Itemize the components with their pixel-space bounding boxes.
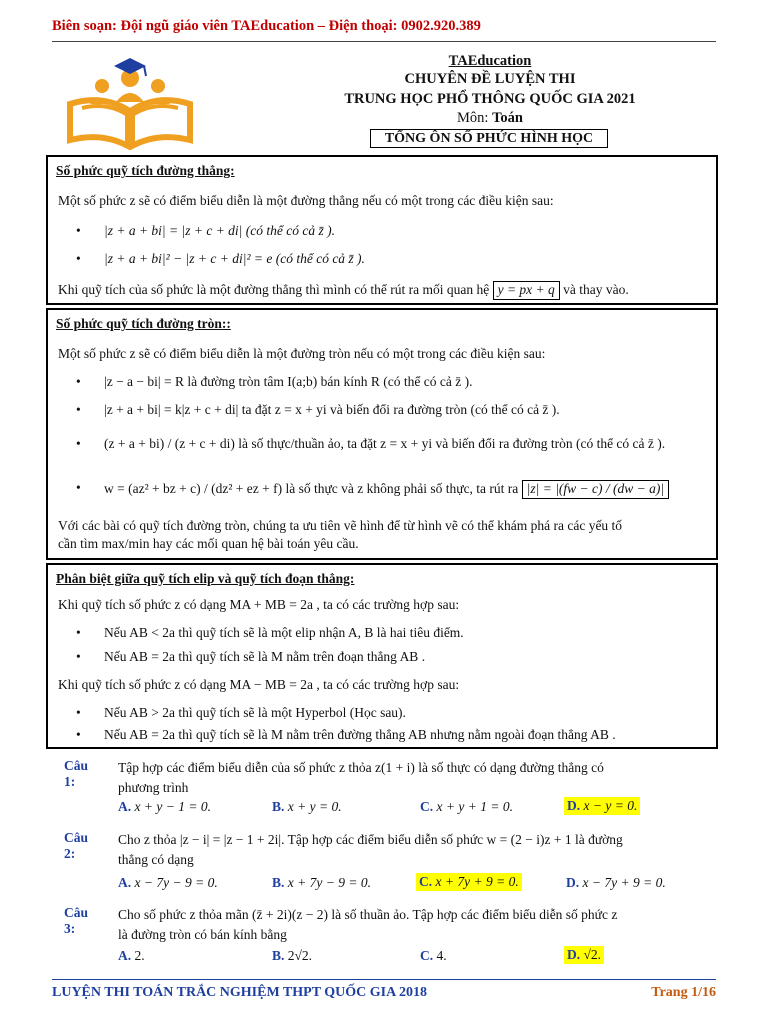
option-label: C.	[420, 799, 434, 814]
subject-line	[330, 110, 650, 127]
topic-line-2: TRUNG HỌC PHỔ THÔNG QUỐC GIA 2021	[344, 91, 636, 107]
circle-condition-2: |z + a + bi| = k|z + c + di| ta đặt z = x + yi và biến đổi ra đường tròn (có thể có cả z̄ ).	[104, 402, 560, 417]
option-text: x + 7y − 9 = 0.	[287, 875, 371, 890]
question-line-2: thẳng có dạng	[118, 852, 194, 867]
q3-option-d-highlighted[interactable]	[564, 946, 604, 964]
bullet: •	[76, 649, 81, 664]
line-locus-title: Số phức quỹ tích đường thẳng:	[56, 163, 235, 178]
bullet: •	[76, 251, 81, 266]
question-text	[118, 905, 698, 945]
question-line-1: Cho số phức z thỏa mãn (z̄ + 2i)(z − 2) là số thuần ảo. Tập hợp các điểm biểu diễn số phức z	[118, 907, 618, 922]
circle-condition-4	[104, 480, 669, 499]
footer-title: LUYỆN THI TOÁN TRẮC NGHIỆM THPT QUỐC GIA 2018	[52, 985, 427, 1000]
line-locus-box	[46, 155, 718, 305]
q3-option-c[interactable]	[420, 948, 447, 964]
line-locus-intro: Một số phức z sẽ có điểm biểu diễn là một đường thẳng nếu có một trong các điều kiện sau:	[58, 193, 554, 208]
bullet: •	[76, 374, 81, 389]
option-text: x + y − 1 = 0.	[134, 799, 211, 814]
top-contact-line: Biên soạn: Đội ngũ giáo viên TAEducation – Điện thoại: 0902.920.389	[52, 18, 481, 34]
topic-title-box: TỔNG ÔN SỐ PHỨC HÌNH HỌC	[370, 129, 608, 148]
option-text: x + 7y + 9 = 0.	[435, 874, 519, 889]
ellipse-case-2: Nếu AB = 2a thì quỹ tích sẽ là M nằm trên đoạn thẳng AB .	[104, 649, 426, 664]
relation-box: y = px + q	[493, 281, 560, 300]
q2-option-d[interactable]	[566, 875, 666, 891]
hyperbola-case-1: Nếu AB > 2a thì quỹ tích sẽ là một Hyperbol (Học sau).	[104, 705, 406, 720]
option-text: x − 7y − 9 = 0.	[134, 875, 218, 890]
outro-text: Khi quỹ tích của số phức là một đường thẳng thì mình có thể rút ra mối quan hệ	[58, 282, 490, 297]
circle-locus-box	[46, 308, 718, 560]
q1-option-c[interactable]	[420, 799, 513, 815]
bullet: •	[76, 625, 81, 640]
q2-option-a[interactable]	[118, 875, 218, 891]
option-text: 4.	[436, 948, 447, 963]
q1-option-d-highlighted[interactable]	[564, 797, 640, 815]
condition-4-text: w = (az² + bz + c) / (dz² + ez + f) là số thực và z không phải số thực, ta rút ra	[104, 481, 519, 496]
taeducation-logo	[62, 54, 198, 150]
hyperbola-case-2: Nếu AB = 2a thì quỹ tích sẽ là M nằm trên đường thẳng AB nhưng nằm ngoài đoạn thẳng AB .	[104, 727, 616, 742]
bullet: •	[76, 223, 81, 238]
bullet: •	[76, 705, 81, 720]
option-label: C.	[420, 948, 434, 963]
outro-end: và thay vào.	[563, 282, 629, 297]
subject-label: Môn:	[457, 110, 493, 126]
question-line-2: phương trình	[118, 780, 189, 795]
option-label: A.	[118, 948, 132, 963]
line-locus-condition-2: |z + a + bi|² − |z + c + di|² = e (có thể có cả z̄ ).	[104, 251, 365, 266]
question-label: Câu 2:	[64, 830, 89, 861]
rearranged-formula-box: |z| = |(fw − c) / (dw − a)|	[522, 480, 669, 499]
footer-divider	[52, 979, 716, 980]
q1-option-a[interactable]	[118, 799, 211, 815]
bullet: •	[76, 402, 81, 417]
page-number: Trang 1/16	[651, 985, 716, 1000]
option-label: D.	[567, 947, 581, 962]
bullet: •	[76, 727, 81, 742]
question-text	[118, 830, 698, 870]
circle-locus-title: Số phức quỹ tích đường tròn::	[56, 316, 231, 331]
question-line-1: Tập hợp các điểm biểu diễn của số phức z thỏa z(1 + i) là số thực có dạng đường thẳng có	[118, 760, 604, 775]
option-label: D.	[567, 798, 581, 813]
option-label: B.	[272, 948, 285, 963]
topic-line-1: CHUYÊN ĐỀ LUYỆN THI	[404, 71, 576, 87]
question-label: Câu 3:	[64, 905, 89, 936]
question-label: Câu 1:	[64, 758, 89, 789]
ellipse-segment-box	[46, 563, 718, 749]
option-label: A.	[118, 799, 132, 814]
question-line-1: Cho z thỏa |z − i| = |z − 1 + 2i|. Tập hợp các điểm biểu diễn số phức w = (2 − i)z + 1 là đường	[118, 832, 623, 847]
circle-outro-line-2: cần tìm max/min hay các mối quan hệ bài toán yêu cầu.	[58, 536, 359, 551]
q3-option-b[interactable]	[272, 948, 312, 964]
line-locus-outro	[58, 281, 708, 300]
ellipse-case-1: Nếu AB < 2a thì quỹ tích sẽ là một elip nhận A, B là hai tiêu điểm.	[104, 625, 464, 640]
option-text: 2√2.	[287, 948, 313, 963]
option-text: 2.	[134, 948, 145, 963]
option-text: x − y = 0.	[583, 798, 638, 813]
question-line-2: là đường tròn có bán kính bằng	[118, 927, 287, 942]
q3-option-a[interactable]	[118, 948, 145, 964]
bullet: •	[76, 436, 81, 451]
circle-locus-intro: Một số phức z sẽ có điểm biểu diễn là một đường tròn nếu có một trong các điều kiện sau:	[58, 346, 546, 361]
ellipse-segment-title: Phân biệt giữa quỹ tích elip và quỹ tích đoạn thẳng:	[56, 571, 355, 586]
subject-name: Toán	[492, 110, 523, 126]
option-text: x + y + 1 = 0.	[436, 799, 513, 814]
bullet: •	[76, 480, 81, 495]
option-label: D.	[566, 875, 580, 890]
option-label: A.	[118, 875, 132, 890]
top-divider	[52, 41, 716, 42]
question-text	[118, 758, 698, 798]
option-label: B.	[272, 875, 285, 890]
option-text: √2.	[583, 947, 602, 962]
brand-title: TAEducation	[448, 53, 532, 69]
ellipse-intro: Khi quỹ tích số phức z có dạng MA + MB = 2a , ta có các trường hợp sau:	[58, 597, 460, 612]
line-locus-condition-1: |z + a + bi| = |z + c + di| (có thể có cả z̄ ).	[104, 223, 335, 238]
circle-condition-1: |z − a − bi| = R là đường tròn tâm I(a;b) bán kính R (có thể có cả z̄ ).	[104, 374, 473, 389]
option-label: C.	[419, 874, 433, 889]
q2-option-c-highlighted[interactable]	[416, 873, 522, 891]
hyperbola-intro: Khi quỹ tích số phức z có dạng MA − MB = 2a , ta có các trường hợp sau:	[58, 677, 460, 692]
option-label: B.	[272, 799, 285, 814]
option-text: x − 7y + 9 = 0.	[582, 875, 666, 890]
q1-option-b[interactable]	[272, 799, 342, 815]
q2-option-b[interactable]	[272, 875, 371, 891]
circle-outro-line-1: Với các bài có quỹ tích đường tròn, chúng ta ưu tiên vẽ hình để từ hình vẽ có thể khám phá ra các yếu tố	[58, 518, 623, 533]
option-text: x + y = 0.	[287, 799, 342, 814]
circle-condition-3: (z + a + bi) / (z + c + di) là số thực/thuần ảo, ta đặt z = x + yi và biến đổi ra đường tròn (có thể có cả z̄ ).	[104, 436, 666, 451]
